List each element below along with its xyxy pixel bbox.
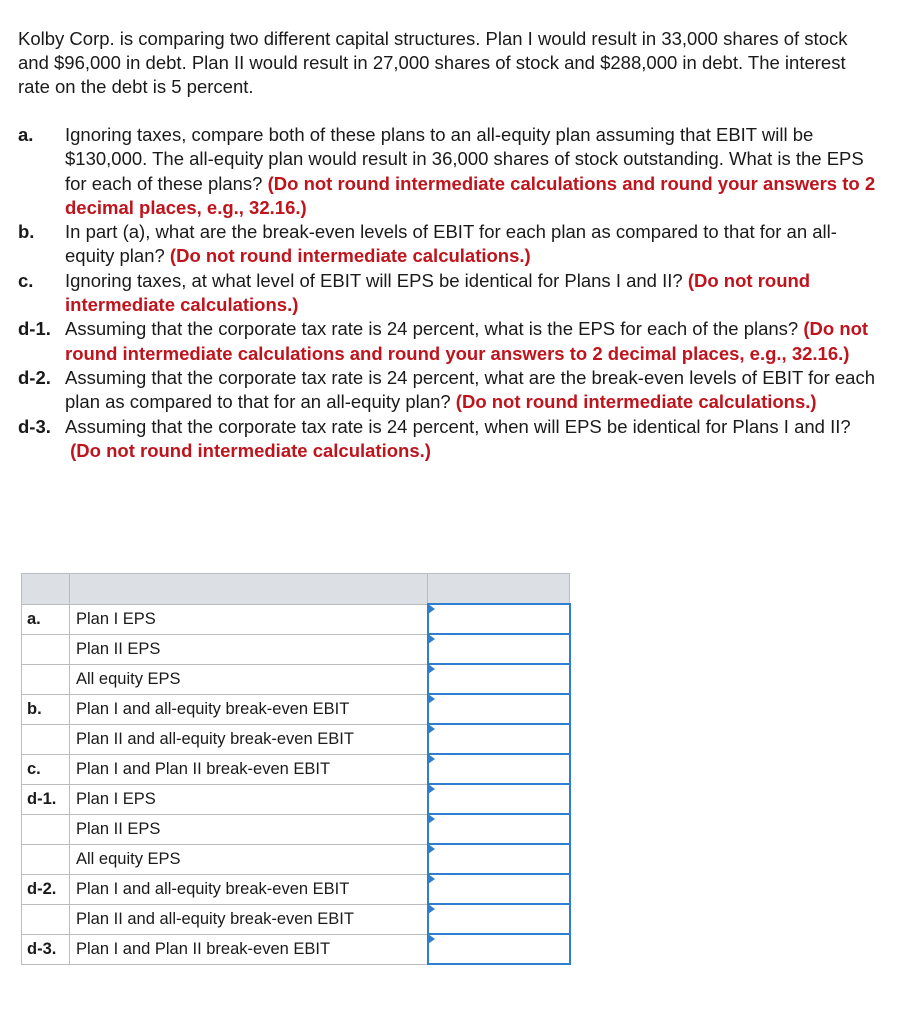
answer-cell[interactable]	[428, 904, 570, 934]
answer-cell[interactable]	[428, 724, 570, 754]
answer-cell[interactable]	[428, 664, 570, 694]
question-a	[18, 123, 878, 220]
answer-cell[interactable]	[428, 934, 570, 964]
row-description: All equity EPS	[70, 664, 428, 694]
question-d1	[18, 317, 878, 366]
table-row	[22, 844, 570, 874]
question-text: Ignoring taxes, at what level of EBIT will EPS be identical for Plans I and II?	[65, 269, 683, 291]
answer-input[interactable]	[429, 605, 569, 633]
row-label	[22, 724, 70, 754]
table-row	[22, 604, 570, 634]
rounding-note: (Do not round intermediate calculations.)	[65, 269, 811, 316]
input-marker-icon	[428, 904, 435, 914]
question-text: Assuming that the corporate tax rate is 24 percent, what is the EPS for each of the plans?	[65, 318, 799, 340]
answer-input[interactable]	[429, 785, 569, 813]
question-b	[18, 220, 878, 269]
row-description: Plan I and Plan II break-even EBIT	[70, 754, 428, 784]
table-row	[22, 634, 570, 664]
rounding-note: (Do not round intermediate calculations.)	[169, 245, 531, 267]
input-marker-icon	[428, 874, 435, 884]
row-label: d-3.	[22, 934, 70, 964]
answer-input[interactable]	[429, 905, 569, 933]
answer-cell[interactable]	[428, 754, 570, 784]
table-row	[22, 934, 570, 964]
question-label: a.	[18, 124, 34, 145]
rounding-note: (Do not round intermediate calculations and round your answers to 2 decimal places, e.g., 32.16.)	[65, 318, 869, 364]
row-description: Plan I EPS	[70, 784, 428, 814]
answer-cell[interactable]	[428, 874, 570, 904]
answer-cell[interactable]	[428, 844, 570, 874]
row-description: All equity EPS	[70, 844, 428, 874]
answer-cell[interactable]	[428, 604, 570, 634]
answer-input[interactable]	[429, 815, 569, 843]
row-description: Plan I and all-equity break-even EBIT	[70, 874, 428, 904]
header-cell	[22, 574, 70, 605]
row-label	[22, 814, 70, 844]
row-label: d-1.	[22, 784, 70, 814]
rounding-note: (Do not round intermediate calculations.)	[70, 439, 431, 461]
input-marker-icon	[428, 934, 435, 944]
answer-input[interactable]	[429, 635, 569, 663]
table-row	[22, 664, 570, 694]
answer-cell[interactable]	[428, 694, 570, 724]
row-label	[22, 904, 70, 934]
question-d2	[18, 366, 878, 415]
rounding-note: (Do not round intermediate calculations.)	[455, 391, 817, 413]
row-label	[22, 634, 70, 664]
question-label: d-2.	[18, 366, 51, 388]
answer-cell[interactable]	[428, 634, 570, 664]
question-label: b.	[18, 221, 35, 243]
table-row	[22, 784, 570, 814]
question-d3	[18, 415, 878, 464]
table-header-row	[22, 574, 570, 605]
answer-cell[interactable]	[428, 814, 570, 844]
table-row	[22, 874, 570, 904]
question-c	[18, 269, 878, 318]
header-cell	[428, 574, 570, 605]
input-marker-icon	[428, 814, 435, 824]
answer-input[interactable]	[429, 725, 569, 753]
question-label: d-1.	[18, 318, 51, 340]
question-text: Assuming that the corporate tax rate is 24 percent, what are the break-even levels of EBIT for each plan as compared to that for an all-equity plan?	[65, 366, 875, 413]
input-marker-icon	[428, 784, 435, 794]
input-marker-icon	[428, 754, 435, 764]
answer-input[interactable]	[429, 935, 569, 963]
row-label: d-2.	[22, 874, 70, 904]
input-marker-icon	[428, 694, 435, 704]
answer-cell[interactable]	[428, 784, 570, 814]
row-description: Plan II EPS	[70, 814, 428, 844]
table-row	[22, 904, 570, 934]
answer-table	[21, 573, 571, 965]
row-label	[22, 844, 70, 874]
row-description: Plan II and all-equity break-even EBIT	[70, 904, 428, 934]
question-label: c.	[18, 269, 34, 291]
row-label: b.	[22, 694, 70, 724]
answer-input[interactable]	[429, 695, 569, 723]
row-label: c.	[22, 754, 70, 784]
answer-input[interactable]	[429, 755, 569, 783]
table-row	[22, 754, 570, 784]
table-row	[22, 814, 570, 844]
answer-input[interactable]	[429, 875, 569, 903]
row-description: Plan I and Plan II break-even EBIT	[70, 934, 428, 964]
answer-input[interactable]	[429, 665, 569, 693]
row-label: a.	[22, 604, 70, 634]
input-marker-icon	[428, 664, 435, 674]
input-marker-icon	[428, 844, 435, 854]
problem-intro: Kolby Corp. is comparing two different capital structures. Plan I would result in 33,000 shares of stock and $96,000 in debt. Plan II would result in 27,000 shares of stock and $288,000 in debt. The interest rate on the debt is 5 percent.	[18, 28, 848, 97]
question-text: Assuming that the corporate tax rate is 24 percent, when will EPS be identical for Plans I and II?	[65, 415, 851, 437]
row-description: Plan II EPS	[70, 634, 428, 664]
question-text: In part (a), what are the break-even levels of EBIT for each plan as compared to that for an all-equity plan?	[65, 221, 837, 267]
answer-input[interactable]	[429, 845, 569, 873]
question-label: d-3.	[18, 415, 51, 437]
row-label	[22, 664, 70, 694]
table-row	[22, 724, 570, 754]
row-description: Plan II and all-equity break-even EBIT	[70, 724, 428, 754]
input-marker-icon	[428, 634, 435, 644]
input-marker-icon	[428, 724, 435, 734]
question-text: Ignoring taxes, compare both of these plans to an all-equity plan assuming that EBIT will be $130,000. The all-equity plan would result in 36,000 shares of stock outstanding. What is the EPS for each of these plans?	[65, 124, 864, 194]
question-list	[18, 123, 878, 463]
table-row	[22, 694, 570, 724]
input-marker-icon	[428, 604, 435, 614]
row-description: Plan I EPS	[70, 604, 428, 634]
rounding-note: (Do not round intermediate calculations and round your answers to 2 decimal places, e.g., 32.16.)	[65, 172, 876, 218]
header-cell	[70, 574, 428, 605]
row-description: Plan I and all-equity break-even EBIT	[70, 694, 428, 724]
